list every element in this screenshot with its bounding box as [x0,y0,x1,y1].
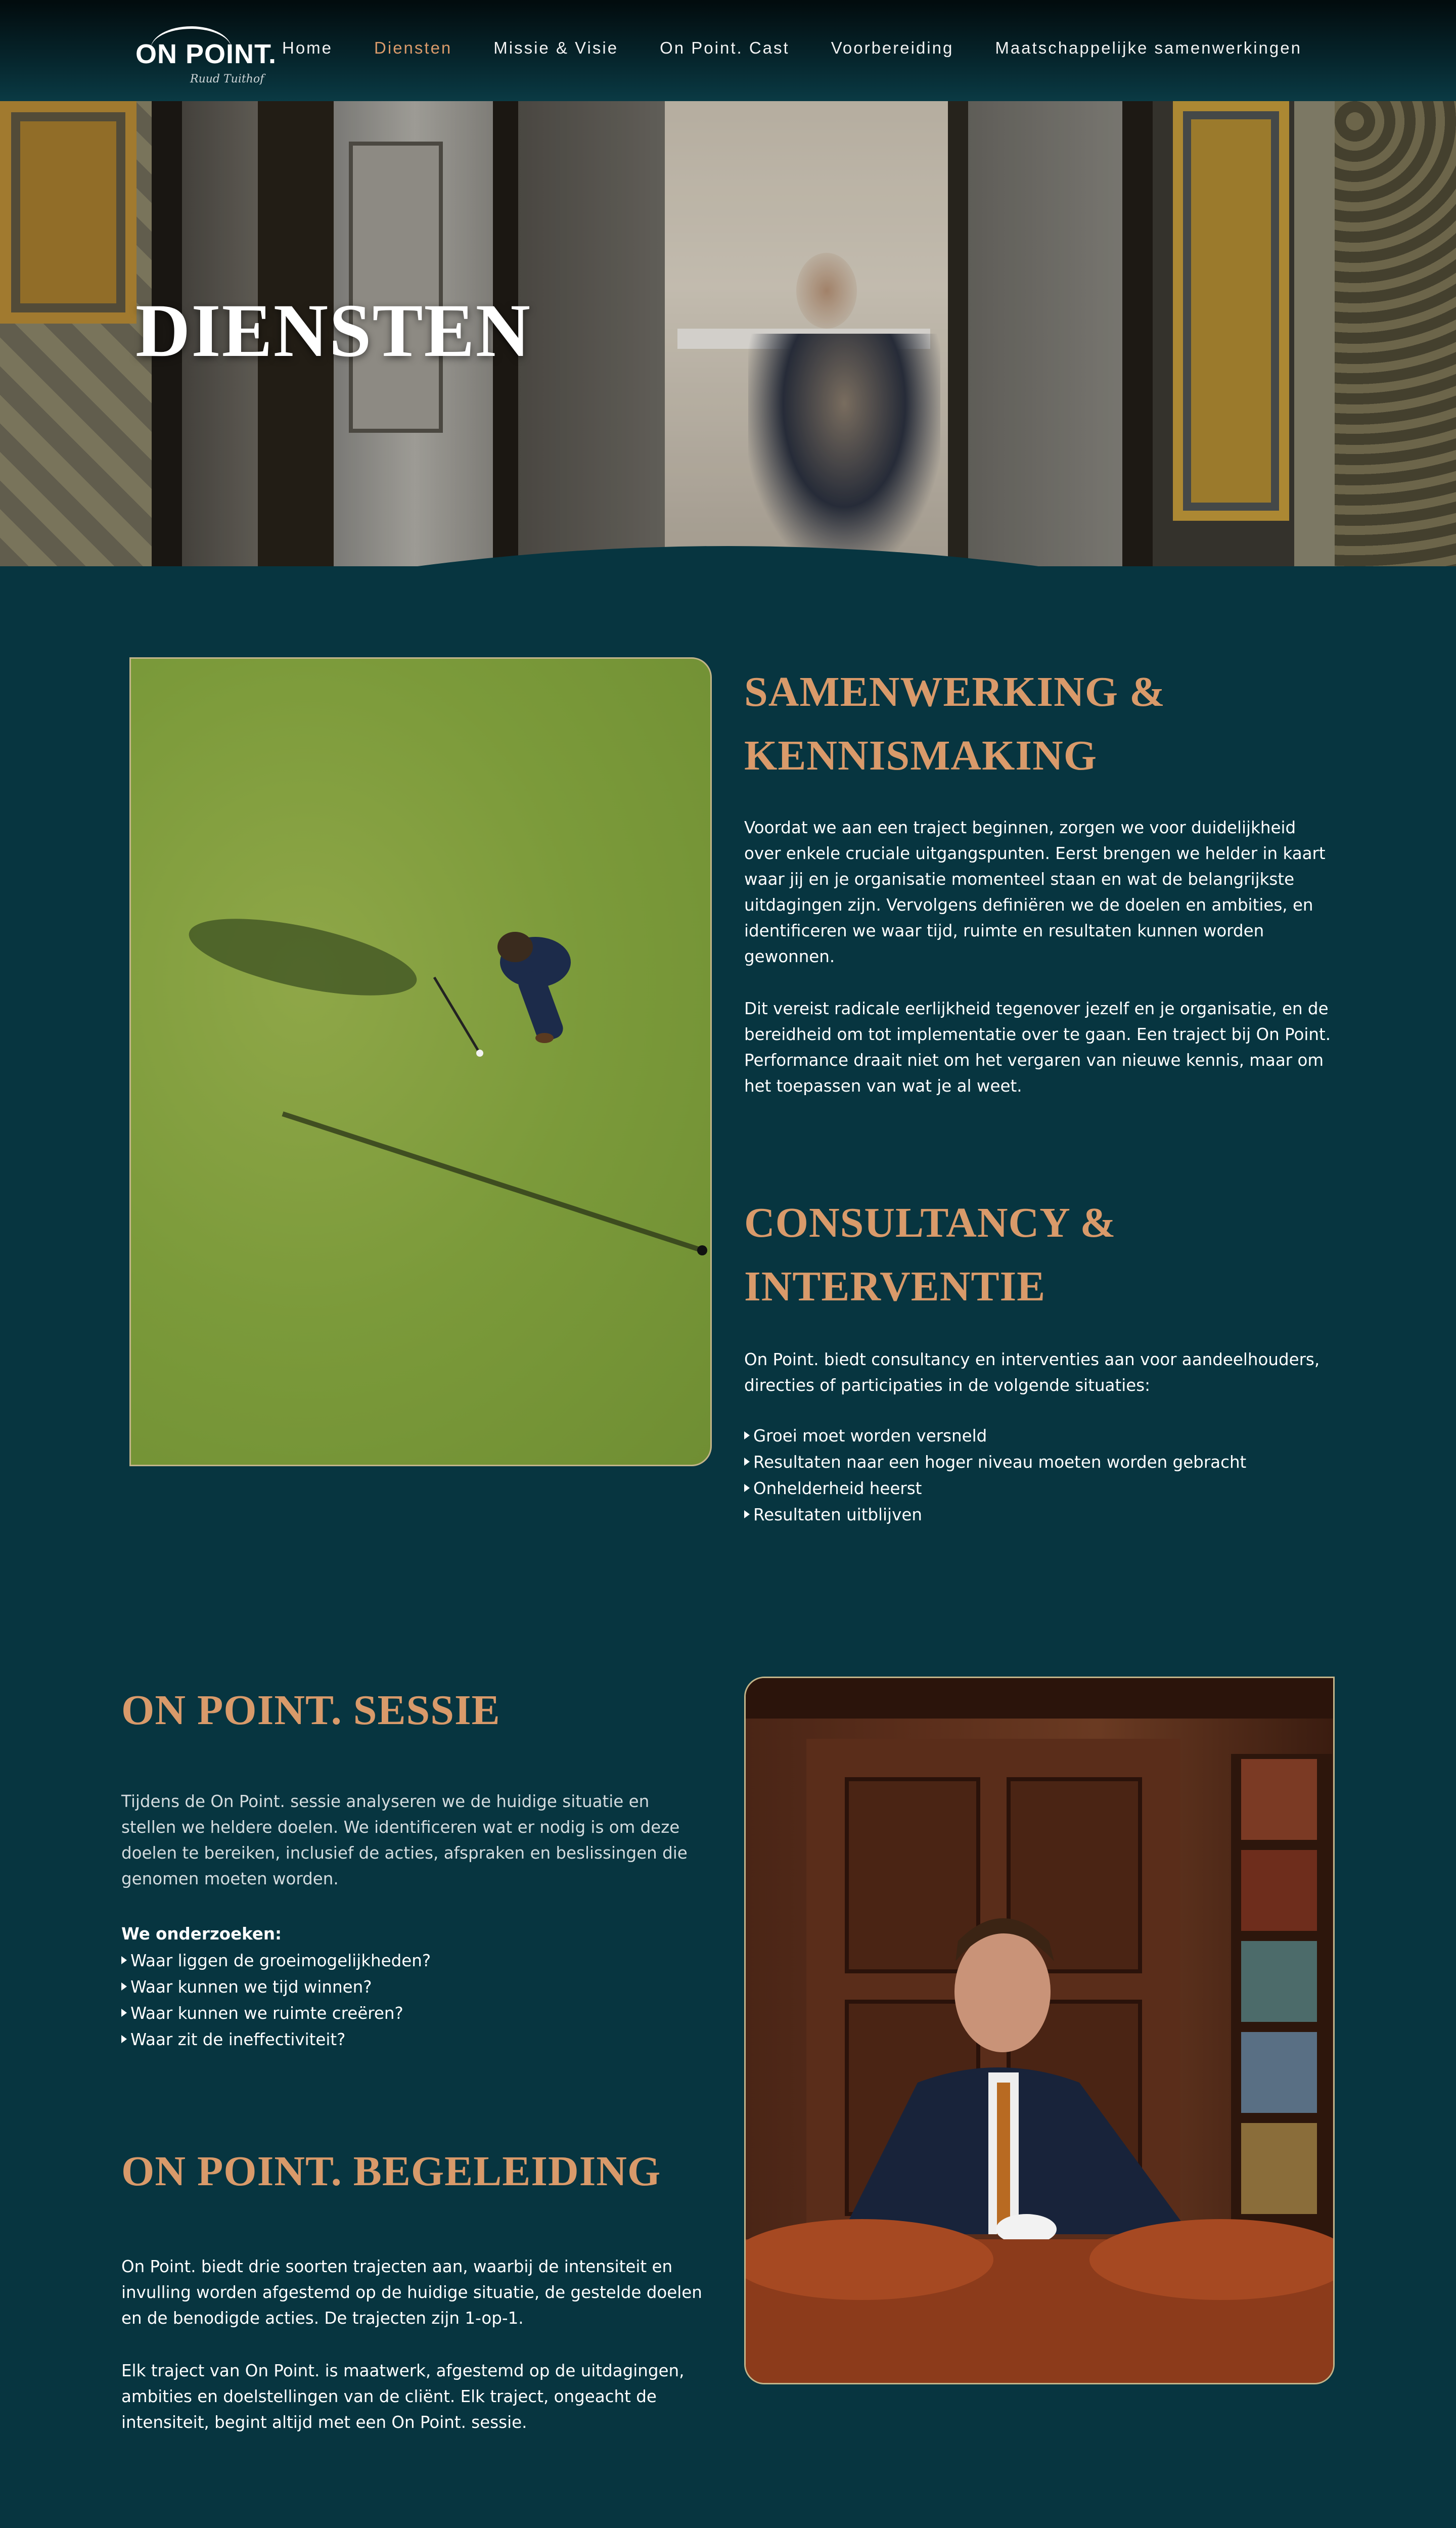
samenwerking-paragraph-1: Voordat we aan een traject beginnen, zorgen we voor duidelijkheid over enkele cruciale uitgangspunten. Eerst brengen we helder in kaart waar jij en je organisatie momenteel staan en wat de belangrijkste uitdagingen zijn. Vervolgens definiëren we de doelen en ambities, en identificeren we waar tijd, ruimte en resultaten kunnen worden gewonnen. [744,818,1326,966]
sessie-questions-label: We onderzoeken: [121,1924,282,1944]
consultancy-bullet-list [744,1423,1246,1528]
section-title-samenwerking-line1: SAMENWERKING & [744,668,1166,715]
menu-item-home[interactable]: Home [282,38,333,57]
logo-text: ON POINT. [135,39,277,69]
site-logo[interactable] [135,26,277,92]
golf-scene [131,659,712,1466]
consultancy-bullet: Onhelderheid heerst [744,1475,1246,1502]
sessie-question: Waar zit de ineffectiviteit? [121,2026,431,2053]
page-title: DIENSTEN [135,289,531,373]
samenwerking-paragraph-2: Dit vereist radicale eerlijkheid tegenover jezelf en je organisatie, en de bereidheid om tot implementatie over te gaan. Een traject bij On Point. Performance draait niet om het vergaren van nieuwe kennis, maar om het toepassen van wat je al weet. [744,999,1331,1096]
section-title-consultancy-line2: INTERVENTIE [744,1263,1046,1310]
portrait-scene [746,1678,1335,2384]
section-title-consultancy [744,1191,1116,1319]
consultancy-bullet: Resultaten uitblijven [744,1502,1246,1528]
hero-curve-divider [0,475,1456,566]
hero-banner [0,101,1456,566]
main-menu [282,38,1343,58]
section-title-sessie: ON POINT. SESSIE [121,1687,500,1734]
menu-item-voorbereiding[interactable]: Voorbereiding [831,38,954,57]
consultancy-intro: On Point. biedt consultancy en interventies aan voor aandeelhouders, directies of participaties in de volgende situaties: [744,1350,1320,1395]
logo-signature: Ruud Tuithof [190,73,264,85]
photo-portrait-library [744,1677,1335,2384]
sessie-question: Waar kunnen we ruimte creëren? [121,2000,431,2026]
sessie-question-list [121,1948,431,2053]
site-header [0,0,1456,101]
sessie-question: Waar kunnen we tijd winnen? [121,1974,431,2000]
menu-item-missie-visie[interactable]: Missie & Visie [493,38,619,57]
section-title-consultancy-line1: CONSULTANCY & [744,1199,1116,1246]
section-title-samenwerking [744,660,1165,788]
sessie-paragraph: Tijdens de On Point. sessie analyseren we de huidige situatie en stellen we heldere doelen. We identificeren wat er nodig is om deze doelen te bereiken, inclusief de acties, afspraken en beslissingen die genomen moeten worden. [121,1792,688,1888]
menu-item-maatschappelijke-samenwerkingen[interactable]: Maatschappelijke samenwerkingen [995,38,1302,57]
menu-item-diensten[interactable]: Diensten [374,38,452,57]
section-title-samenwerking-line2: KENNISMAKING [744,732,1098,779]
menu-item-on-point-cast[interactable]: On Point. Cast [660,38,790,57]
begeleiding-paragraph-2: Elk traject van On Point. is maatwerk, afgestemd op de uitdagingen, ambities en doelstellingen van de cliënt. Elk traject, ongeacht de intensiteit, begint altijd met een On Point. sessie. [121,2361,685,2432]
section-title-begeleiding: ON POINT. BEGELEIDING [121,2148,661,2195]
consultancy-bullet: Resultaten naar een hoger niveau moeten worden gebracht [744,1449,1246,1475]
photo-golf-green-aerial [129,657,712,1466]
consultancy-bullet: Groei moet worden versneld [744,1423,1246,1449]
sessie-question: Waar liggen de groeimogelijkheden? [121,1948,431,1974]
begeleiding-paragraph-1: On Point. biedt drie soorten trajecten aan, waarbij de intensiteit en invulling worden afgestemd op de huidige situatie, de gestelde doelen en de benodigde acties. De trajecten zijn 1-op-1. [121,2257,702,2328]
